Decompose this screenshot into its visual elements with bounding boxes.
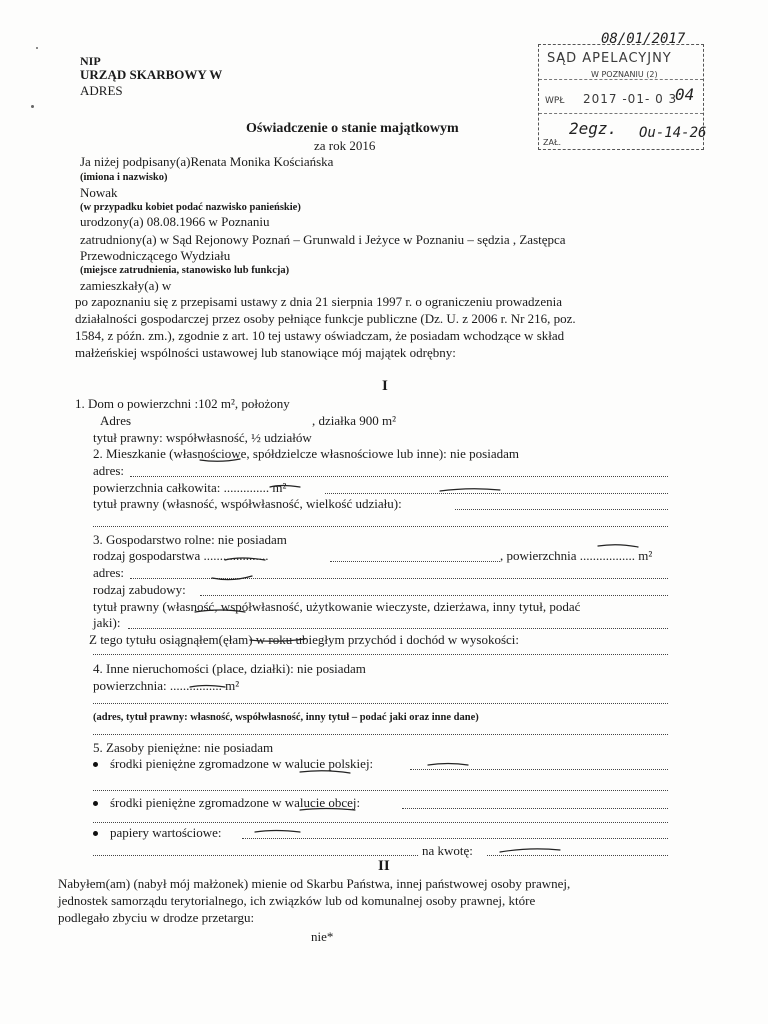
employment-line-1: zatrudniony(a) w Sąd Rejonowy Poznań – Grunwald i Jeżyce w Poznaniu – sędzia , Zastępca bbox=[80, 232, 566, 247]
scribble-underline bbox=[200, 459, 240, 461]
caption-maiden-name: (w przypadku kobiet podać nazwisko panieńskie) bbox=[80, 202, 301, 213]
tax-office-label: URZĄD SKARBOWY W bbox=[80, 67, 223, 82]
maiden-name: Nowak bbox=[80, 185, 118, 200]
intro-line: małżeńskiej wspólności ustawowej lub stanowiące mój majątek odrębny: bbox=[75, 345, 456, 360]
stamp-wpl-handwritten: 04 bbox=[675, 85, 695, 104]
item-3-address: adres: bbox=[93, 565, 125, 580]
item-3-farm: 3. Gospodarstwo rolne: nie posiadam bbox=[93, 532, 287, 547]
stamp-city: W POZNANIU (2) bbox=[591, 70, 658, 79]
nip-label: NIP bbox=[80, 54, 101, 68]
scribble-underline bbox=[190, 686, 225, 688]
scribble-underline bbox=[428, 764, 468, 766]
item-1-title: tytuł prawny: współwłasność, ½ udziałów bbox=[93, 430, 312, 445]
scribble-underline bbox=[300, 809, 355, 811]
document-year: za rok 2016 bbox=[314, 138, 376, 153]
item-4-other-property: 4. Inne nieruchomości (place, działki): nie posiadam bbox=[93, 661, 366, 676]
item-3-kind: rodzaj gospodarstwa .................... bbox=[93, 548, 269, 563]
item-2-apartment: 2. Mieszkanie (własnościowe, spółdzielcze własnościowe lub inne): nie posiadam bbox=[93, 446, 519, 461]
section-2-line: podlegało zbyciu w drodze przetargu: bbox=[58, 910, 255, 925]
item-3-buildings: rodzaj zabudowy: bbox=[93, 582, 186, 597]
stamp-wpl-label: WPŁ bbox=[545, 96, 565, 106]
item-3-area: , powierzchnia ................. m² bbox=[500, 548, 653, 563]
item-5-foreign: środki pieniężne zgromadzone w walucie obcej: bbox=[110, 795, 361, 810]
item-5-securities: papiery wartościowe: bbox=[110, 825, 222, 840]
birth-line: urodzony(a) 08.08.1966 w Poznaniu bbox=[80, 214, 270, 229]
document-title: Oświadczenie o stanie majątkowym bbox=[246, 121, 459, 136]
section-heading-2: II bbox=[378, 858, 390, 874]
caption-item-4: (adres, tytuł prawny: własność, współwłasność, inny tytuł – podać jaki oraz inne dane) bbox=[93, 712, 479, 723]
stamp-court-name: SĄD APELACYJNY bbox=[547, 51, 672, 66]
item-1-house: 1. Dom o powierzchni :102 m², położony bbox=[75, 396, 290, 411]
item-5-cash: 5. Zasoby pieniężne: nie posiadam bbox=[93, 740, 274, 755]
stamp-zal-label: ZAŁ. bbox=[543, 138, 561, 147]
item-3-income: Z tego tytułu osiągnąłem(ęłam) w roku ubiegłym przychód i dochód w wysokości: bbox=[89, 632, 519, 647]
item-1-address: Adres bbox=[100, 413, 132, 428]
intro-line: działalności gospodarczej przez osoby pełniące funkcje publiczne (Dz. U. z 2006 r. Nr 216, poz. bbox=[75, 311, 576, 326]
caption-name: (imiona i nazwisko) bbox=[80, 172, 168, 183]
item-1-plot: , działka 900 m² bbox=[312, 413, 397, 428]
item-2-address: adres: bbox=[93, 463, 125, 478]
employment-line-2: Przewodniczącego Wydziału bbox=[80, 248, 231, 263]
scribble-underline bbox=[270, 486, 300, 488]
item-3-title: tytuł prawny (własność, współwłasność, użytkowanie wieczyste, dzierżawa, inny tytuł, podać bbox=[93, 599, 581, 614]
residence-line: zamieszkały(a) w bbox=[80, 278, 172, 293]
scribble-underline bbox=[598, 545, 638, 547]
stamp-date-handwritten: 08/01/2017 bbox=[601, 31, 686, 47]
intro-line: po zapoznaniu się z przepisami ustawy z dnia 21 sierpnia 1997 r. o ograniczeniu prowadzenia bbox=[75, 294, 562, 309]
item-4-area: powierzchnia: ................ m² bbox=[93, 678, 240, 693]
section-heading-1: I bbox=[382, 378, 388, 394]
scribble-underline bbox=[212, 576, 252, 580]
declarant-name-line: Ja niżej podpisany(a)Renata Monika Kościańska bbox=[80, 154, 334, 169]
scribble-underline bbox=[225, 558, 265, 560]
section-2-answer: nie* bbox=[311, 929, 334, 944]
section-2-line: Nabyłem(am) (nabył mój małżonek) mienie od Skarbu Państwa, innej państwowej osoby prawnej, bbox=[58, 876, 571, 891]
item-5-amount: na kwotę: bbox=[422, 843, 473, 858]
item-2-area: powierzchnia całkowita: .............. m² bbox=[93, 480, 287, 495]
item-3-which: jaki): bbox=[93, 615, 121, 630]
item-2-title: tytuł prawny (własność, współwłasność, wielkość udziału): bbox=[93, 496, 402, 511]
scribble-underline bbox=[195, 610, 245, 612]
stamp-zal-handwritten: 2egz. bbox=[569, 119, 618, 138]
stamp-wpl-date: 2017 -01- 0 3 bbox=[583, 92, 678, 106]
caption-employment: (miejsce zatrudnienia, stanowisko lub funkcja) bbox=[80, 265, 290, 276]
section-2-line: jednostek samorządu terytorialnego, ich związków lub od komunalnej osoby prawnej, które bbox=[58, 893, 536, 908]
intro-line: 1584, z późn. zm.), zgodnie z art. 10 tej ustawy oświadczam, że posiadam wchodzące w skład bbox=[75, 328, 565, 343]
stamp-reference-handwritten: Ou-14-26 bbox=[639, 125, 707, 141]
scribble-underline bbox=[255, 831, 300, 833]
scribble-underline bbox=[500, 849, 560, 852]
address-label: ADRES bbox=[80, 83, 123, 98]
scribble-underline bbox=[440, 489, 500, 491]
scribble-underline bbox=[300, 771, 350, 773]
scribble-underline bbox=[250, 639, 305, 641]
item-5-pln: środki pieniężne zgromadzone w walucie polskiej: bbox=[110, 756, 374, 771]
